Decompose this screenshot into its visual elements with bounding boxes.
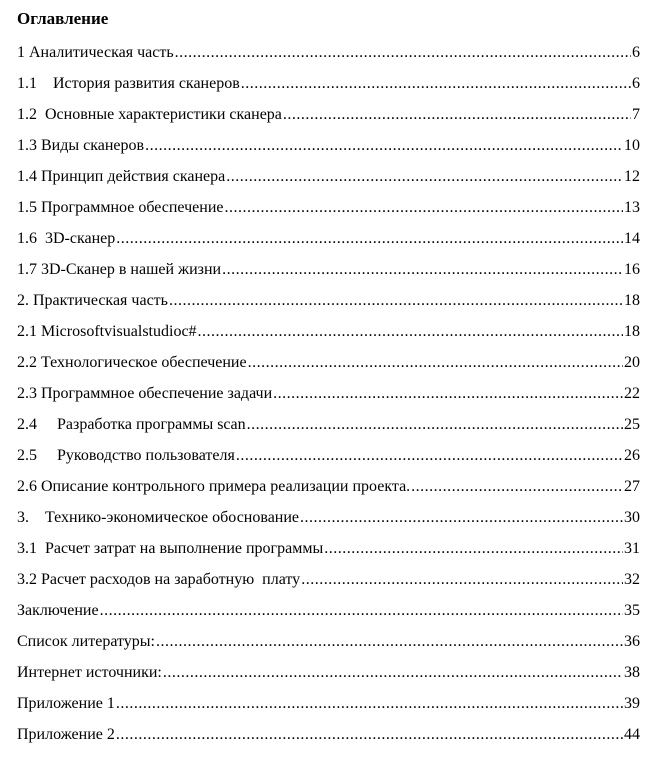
toc-entry[interactable] [17,104,640,135]
toc-dot-leader [273,383,623,405]
toc-dot-leader [300,507,623,529]
toc-entry[interactable] [17,631,640,662]
toc-entry[interactable] [17,321,640,352]
toc-dot-leader [226,166,623,188]
toc-dot-leader [198,321,623,343]
toc-entry-label: 1 Аналитическая часть [17,44,174,61]
toc-entry-label: 2.3 Программное обеспечение задачи [17,385,273,402]
toc-entry-page-number: 10 [624,137,640,154]
toc-dot-leader [116,693,623,715]
toc-entry-page-number: 6 [632,75,640,92]
toc-entry-label: Интернет источники: [17,664,162,681]
toc-dot-leader [225,197,624,219]
toc-dot-leader [222,259,623,281]
toc-entry-page-number: 25 [624,416,640,433]
toc-entry-label: 3. Технико-экономическое обоснование [17,509,300,526]
toc-dot-leader [324,538,623,560]
toc-entry-page-number: 32 [624,571,640,588]
toc-entry-page-number: 18 [624,323,640,340]
toc-entry-page-number: 13 [624,199,640,216]
toc-entry-label: 2. Практическая часть [17,292,168,309]
toc-entry[interactable] [17,507,640,538]
toc-entry[interactable] [17,228,640,259]
toc-entry-page-number: 7 [632,106,640,123]
toc-dot-leader [248,352,623,374]
toc-entry[interactable] [17,352,640,383]
toc-dot-leader [169,290,623,312]
toc-entry[interactable] [17,445,640,476]
toc-entry-page-number: 36 [624,633,640,650]
toc-entry[interactable] [17,600,640,631]
toc-entry-label: 1.6 3D-сканер [17,230,116,247]
toc-dot-leader [241,73,631,95]
toc-dot-leader [247,414,623,436]
toc-entry-page-number: 22 [624,385,640,402]
toc-dot-leader [301,569,623,591]
toc-entry-label: Заключение [17,602,99,619]
toc-entry-label: 2.2 Технологическое обеспечение [17,354,247,371]
toc-dot-leader [156,631,623,653]
toc-entry[interactable] [17,290,640,321]
toc-entry[interactable] [17,662,640,693]
toc-entry[interactable] [17,476,640,507]
toc-entry-page-number: 31 [624,540,640,557]
toc-entry-page-number: 18 [624,292,640,309]
toc-entry[interactable] [17,73,640,104]
toc-entry-page-number: 14 [624,230,640,247]
toc-entry-label: 1.3 Виды сканеров [17,137,145,154]
toc-entry-label: Приложение 2 [17,726,115,743]
toc-entry[interactable] [17,383,640,414]
toc-entry-page-number: 12 [624,168,640,185]
toc-entry[interactable] [17,724,640,755]
toc-entry-label: 1.5 Программное обеспечение [17,199,224,216]
toc-entry-label: 2.4 Разработка программы scan [17,416,246,433]
toc-entry-page-number: 27 [624,478,640,495]
toc-entry-label: 1.2 Основные характеристики сканера [17,106,282,123]
toc-dot-leader [100,600,623,622]
toc-entry-page-number: 44 [624,726,640,743]
toc-entry-page-number: 39 [624,695,640,712]
toc-entries [17,42,640,755]
toc-entry-label: 3.2 Расчет расходов на заработную плату [17,571,301,588]
toc-entry[interactable] [17,259,640,290]
toc-entry-page-number: 30 [624,509,640,526]
toc-entry[interactable] [17,135,640,166]
toc-dot-leader [116,228,623,250]
toc-entry-page-number: 35 [624,602,640,619]
toc-entry-label: 3.1 Расчет затрат на выполнение программы [17,540,324,557]
toc-dot-leader [163,662,623,684]
toc-entry-label: 2.6 Описание контрольного примера реализации проекта. [17,478,411,495]
toc-entry-label: Список литературы: [17,633,155,650]
toc-entry[interactable] [17,414,640,445]
toc-entry[interactable] [17,166,640,197]
toc-entry[interactable] [17,538,640,569]
toc-entry-page-number: 38 [624,664,640,681]
toc-dot-leader [145,135,623,157]
toc-entry[interactable] [17,569,640,600]
toc-entry-page-number: 26 [624,447,640,464]
toc-entry-page-number: 6 [632,44,640,61]
toc-entry-label: 1.7 3D-Сканер в нашей жизни [17,261,222,278]
toc-dot-leader [236,445,623,467]
toc-dot-leader [283,104,631,126]
toc-entry-label: 1.1 История развития сканеров [17,75,240,92]
toc-entry[interactable] [17,42,640,73]
toc-entry-label: 2.5 Руководство пользователя [17,447,235,464]
toc-entry-label: 2.1 Microsoftvisualstudioc# [17,323,197,340]
toc-entry[interactable] [17,197,640,228]
toc-entry-label: Приложение 1 [17,695,115,712]
toc-dot-leader [116,724,623,746]
toc-entry[interactable] [17,693,640,724]
toc-dot-leader [175,42,631,64]
toc-entry-page-number: 20 [624,354,640,371]
toc-entry-label: 1.4 Принцип действия сканера [17,168,226,185]
toc-entry-page-number: 16 [624,261,640,278]
toc-dot-leader [411,476,623,498]
toc-title: Оглавление [17,9,109,28]
